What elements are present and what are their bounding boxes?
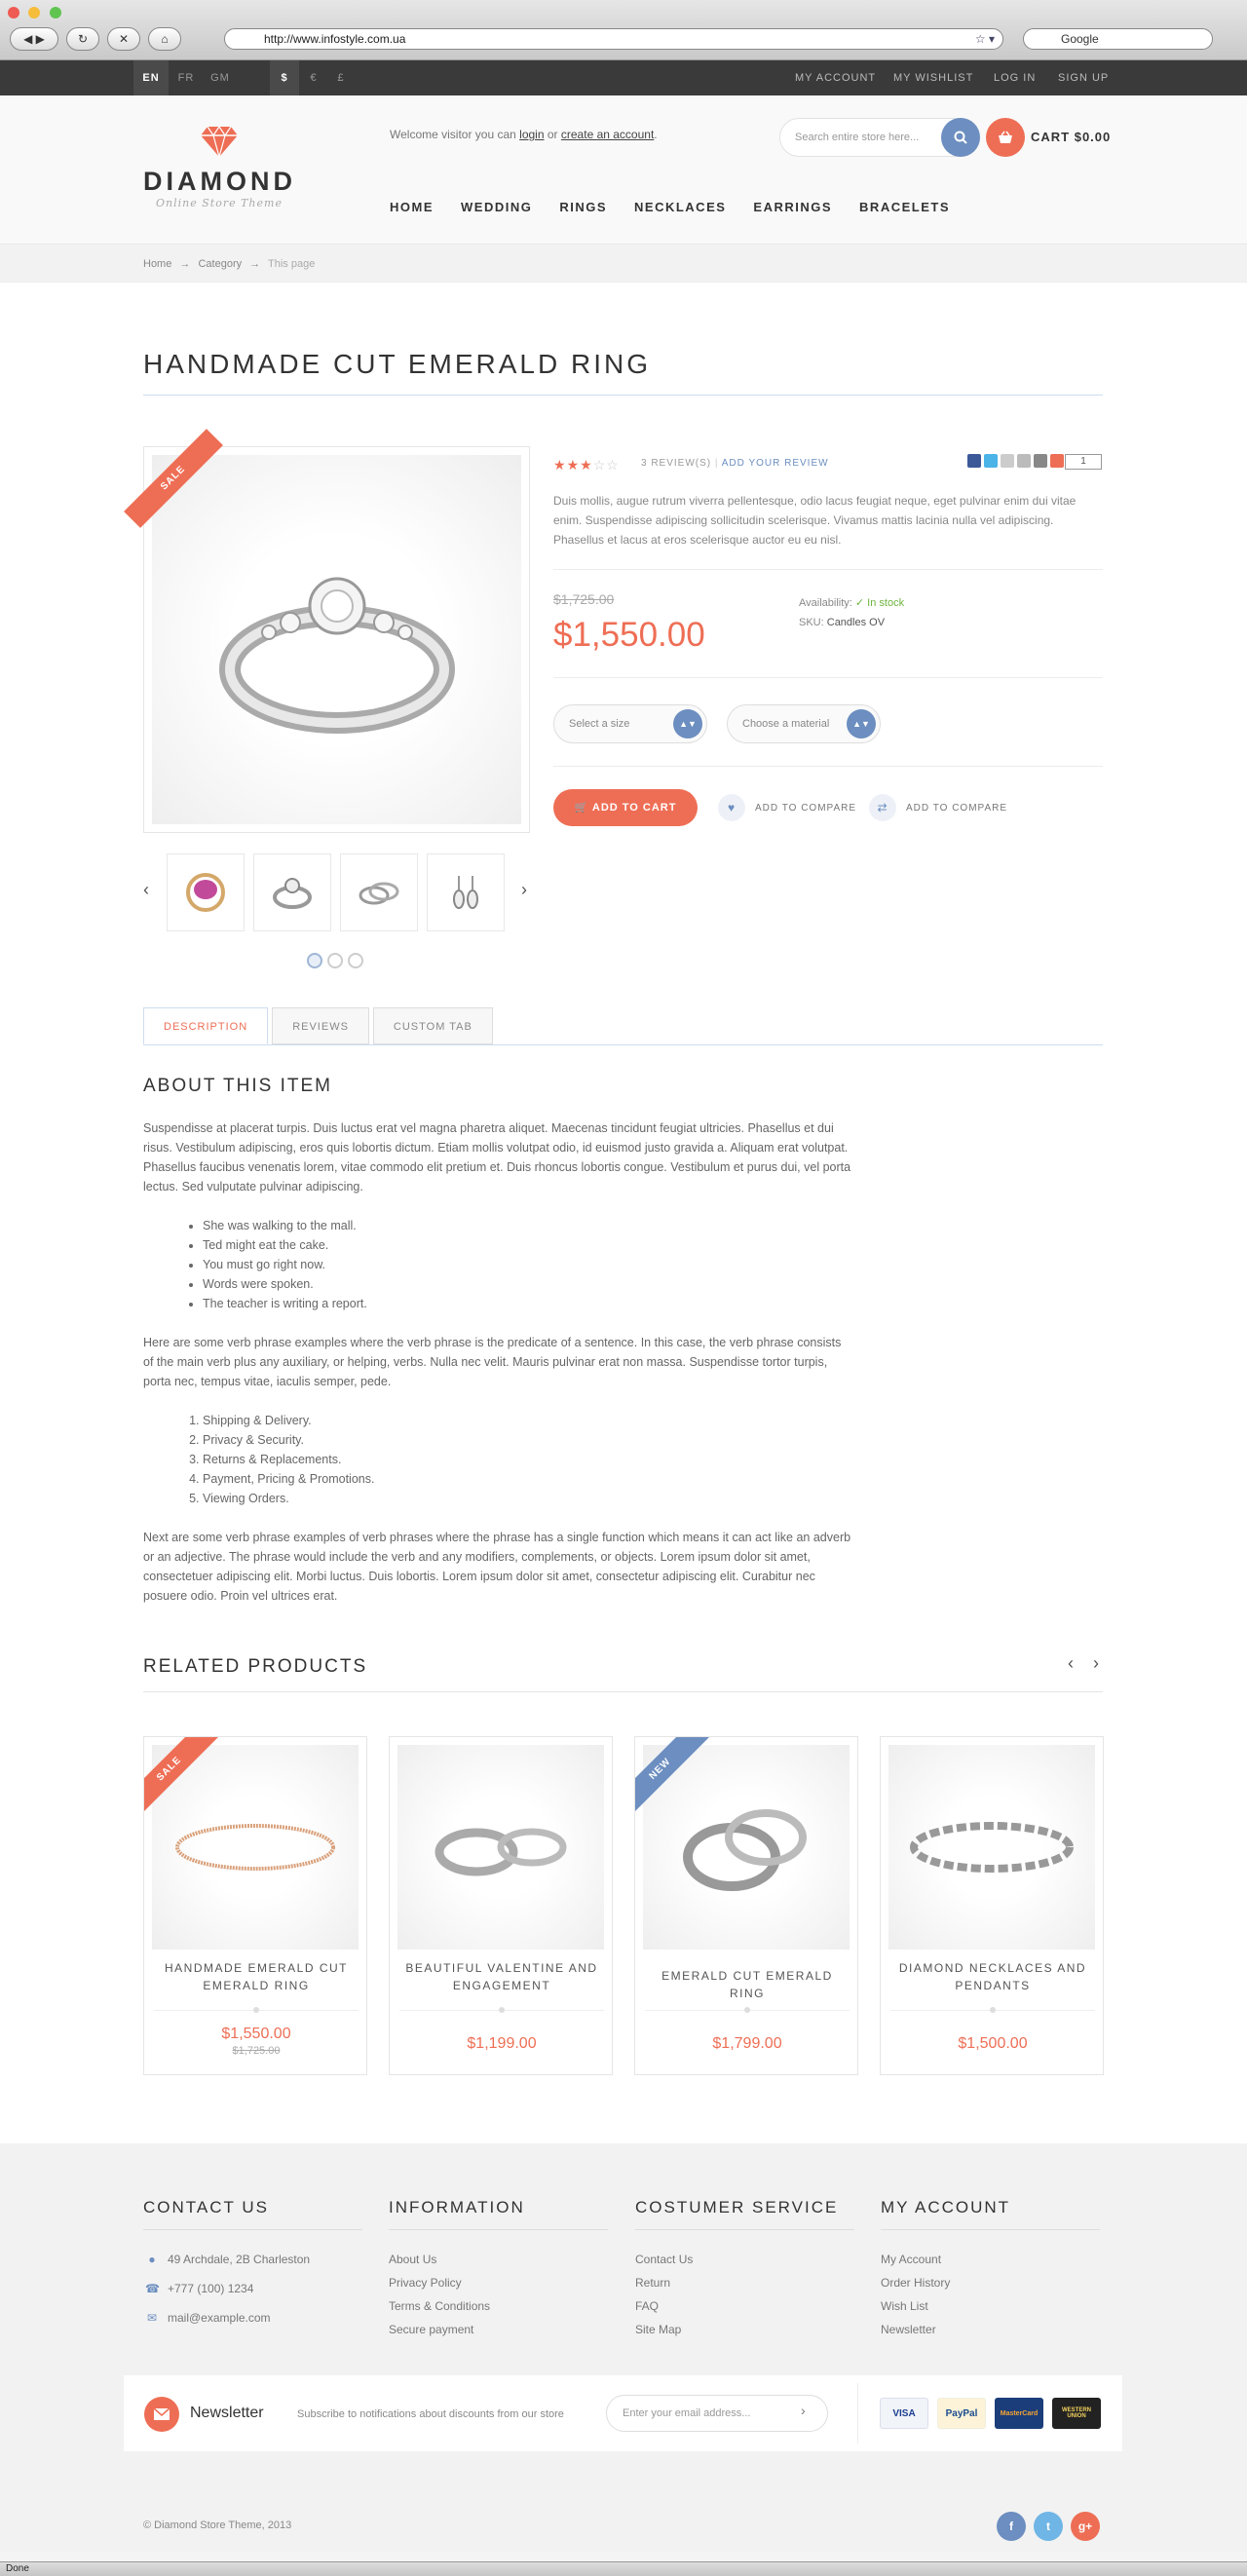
login-link[interactable]: LOG IN <box>994 72 1037 84</box>
diamond-icon <box>200 125 239 158</box>
google-plus-icon[interactable]: g+ <box>1071 2512 1100 2541</box>
main-nav <box>390 200 977 214</box>
thumb-prev-icon[interactable]: ‹ <box>143 880 149 899</box>
footer-link-order-history[interactable]: Order History <box>881 2276 951 2290</box>
select-arrows-icon: ▲▼ <box>847 709 876 739</box>
product-card-price: $1,199.00 <box>467 2035 537 2052</box>
thumbnail[interactable] <box>427 853 505 931</box>
divider <box>389 2229 608 2230</box>
tab-divider <box>143 1044 1103 1045</box>
product-card-image[interactable] <box>888 1745 1095 1950</box>
home-icon[interactable]: ⌂ <box>148 27 181 51</box>
add-to-cart-button[interactable] <box>553 789 698 826</box>
earrings-thumb <box>441 868 490 917</box>
footer-account-heading: MY ACCOUNT <box>881 2198 1011 2216</box>
logo-tagline: Online Store Theme <box>156 197 283 209</box>
about-paragraph: Here are some verb phrase examples where the verb phrase is the predicate of a sentence. In this case, the verb phrase consists of the main verb plus any auxiliary, or helping, verbs. Nulla nec velit. Mauris pulvinar erat non massa. Suspendisse tortor turpis, porta nec, tempus vitae, iaculis semper, pede. <box>143 1336 842 1388</box>
mastercard-icon: MasterCard <box>995 2398 1043 2429</box>
reviews-count[interactable]: 3 REVIEW(S) <box>641 458 712 469</box>
product-card-image[interactable] <box>152 1745 359 1950</box>
footer-service-heading: COSTUMER SERVICE <box>635 2198 839 2216</box>
page-title: HANDMADE CUT EMERALD RING <box>143 349 651 379</box>
product-card-price: $1,550.00 <box>221 2026 291 2042</box>
rings-image <box>668 1794 824 1901</box>
compare-label: ADD TO COMPARE <box>906 802 1008 814</box>
nav-bracelets[interactable]: BRACELETS <box>859 200 950 214</box>
welcome-suffix: . <box>654 128 658 141</box>
welcome-prefix: Welcome visitor you can <box>390 128 516 141</box>
location-pin-icon: ● <box>148 2253 156 2266</box>
rating-stars <box>553 457 620 474</box>
star-filled-icon: ★ <box>580 457 593 473</box>
select-arrows-icon: ▲▼ <box>673 709 702 739</box>
lang-en[interactable]: EN <box>133 60 169 95</box>
about-paragraph: Suspendisse at placerat turpis. Duis luctus erat vel magna pharetra aliquet. Maecenas tincidunt feugiat ultricies. Phasellus et dui risus. Vestibulum adipiscing, eros quis lobortis dictum. Etiam mollis volutpat odio, id euismod justo gravida a. Aliquam erat volutpat. Phasellus faucibus venenatis lorem, vitae commodo elit pretium et. Duis rhoncus lobortis congue. Vestibulum et purus dui, vel porta lectus. Sed vulputate pulvinar adipiscing. <box>143 1121 851 1193</box>
lang-fr[interactable]: FR <box>177 72 195 84</box>
welcome-or: or <box>547 128 558 141</box>
footer-link-privacy[interactable]: Privacy Policy <box>389 2276 462 2290</box>
store-search-placeholder: Search entire store here... <box>795 132 920 143</box>
lang-gm[interactable]: GM <box>210 72 230 84</box>
product-card-name[interactable]: HANDMADE EMERALD CUT EMERALD RING <box>164 1961 348 1992</box>
divider <box>881 2229 1100 2230</box>
list-item: • The teacher is writing a report. <box>203 1294 367 1313</box>
contact-phone: +777 (100) 1234 <box>168 2282 254 2295</box>
divider <box>553 569 1103 570</box>
heart-icon: ♥ <box>718 794 745 821</box>
browser-search-field[interactable] <box>1023 28 1213 50</box>
availability-label: Availability: <box>799 597 852 609</box>
add-to-compare-button[interactable] <box>869 794 1007 821</box>
nav-necklaces[interactable]: NECKLACES <box>634 200 727 214</box>
sku-label: SKU: <box>799 617 824 628</box>
plus-share-icon[interactable] <box>1050 454 1064 468</box>
product-card-name[interactable]: BEAUTIFUL VALENTINE AND ENGAGEMENT <box>405 1961 598 1992</box>
copyright: © Diamond Store Theme, 2013 <box>143 2519 292 2531</box>
thumbnail[interactable] <box>340 853 418 931</box>
carousel-dot[interactable] <box>327 953 343 968</box>
carousel-dots <box>307 953 363 968</box>
related-divider <box>143 1691 1103 1692</box>
product-card[interactable] <box>634 1736 858 2075</box>
about-heading: ABOUT THIS ITEM <box>143 1076 332 1096</box>
list-item: 4. Payment, Pricing & Promotions. <box>203 1469 374 1489</box>
newsletter-text: Subscribe to notifications about discounts from our store <box>297 2408 564 2420</box>
necklace-image <box>904 1808 1079 1886</box>
product-card[interactable] <box>143 1736 367 2075</box>
add-to-wishlist-button[interactable] <box>718 794 856 821</box>
breadcrumb-arrow-icon: → <box>179 258 191 270</box>
about-numbered-list <box>203 1411 374 1508</box>
twitter-share-icon[interactable] <box>984 454 998 468</box>
welcome-message <box>390 128 658 141</box>
thumb-next-icon[interactable]: › <box>521 880 527 899</box>
add-review-link[interactable]: ADD YOUR REVIEW <box>721 458 829 469</box>
divider-dot <box>499 2007 505 2013</box>
about-bullets <box>203 1216 367 1313</box>
newsletter-label: Newsletter <box>190 2405 264 2421</box>
nav-rings[interactable]: RINGS <box>559 200 608 214</box>
related-prev-icon[interactable]: ‹ <box>1068 1653 1074 1673</box>
close-window-button[interactable] <box>8 7 19 19</box>
sku-value: Candles OV <box>826 617 886 628</box>
bracelet-image <box>172 1813 338 1881</box>
related-heading: RELATED PRODUCTS <box>143 1656 368 1677</box>
search-button[interactable] <box>941 118 980 157</box>
old-price: $1,725.00 <box>553 591 615 607</box>
star-empty-icon: ☆ <box>606 457 620 473</box>
facebook-icon[interactable]: f <box>997 2512 1026 2541</box>
diamond-ring-thumb <box>268 868 317 917</box>
logo[interactable] <box>143 125 295 209</box>
divider <box>553 677 1103 678</box>
favorite-share-icon[interactable] <box>1017 454 1031 468</box>
pink-ring-thumb <box>181 868 230 917</box>
stop-icon[interactable]: ✕ <box>107 27 140 51</box>
western-union-icon: WESTERN UNION <box>1052 2398 1101 2429</box>
status-text: Done <box>6 2563 29 2574</box>
bands-thumb <box>355 868 403 917</box>
compare-label: ADD TO COMPARE <box>755 802 857 814</box>
minimize-window-button[interactable] <box>28 7 40 19</box>
tab-description[interactable]: DESCRIPTION <box>143 1007 268 1044</box>
contact-address: 49 Archdale, 2B Charleston <box>168 2253 311 2266</box>
add-to-cart-label: ADD TO CART <box>591 802 677 814</box>
footer-contact-heading: CONTACT US <box>143 2198 269 2216</box>
about-paragraph: Next are some verb phrase examples of verb phrases where the phrase has a single function which means it can act like an adverb or an adjective. The phrase would include the verb and any modifiers, complements, or objects. Lorem ipsum dolor sit amet, consectetuer adipiscing elit. Morbi luctus. Duis lobortis. Lorem ipsum dolor sit amet, consectetur adipiscing elit. Curabitur nec posuere odio. Proin vel ultrices erat. <box>143 1531 851 1603</box>
print-icon[interactable] <box>1034 454 1047 468</box>
currency-eur[interactable]: € <box>310 72 318 84</box>
list-item: 3. Returns & Replacements. <box>203 1450 374 1469</box>
newsletter-submit-icon[interactable]: › <box>801 2403 806 2418</box>
star-filled-icon: ★ <box>553 457 567 473</box>
ring-image <box>201 523 473 757</box>
nav-earrings[interactable]: EARRINGS <box>753 200 833 214</box>
nav-home[interactable]: HOME <box>390 200 434 214</box>
material-select[interactable] <box>727 704 881 743</box>
basket-icon <box>998 131 1013 144</box>
email-share-icon[interactable] <box>1001 454 1014 468</box>
list-item: • She was walking to the mall. <box>203 1216 367 1235</box>
footer-information-heading: INFORMATION <box>389 2198 525 2216</box>
my-account-link[interactable]: MY ACCOUNT <box>795 72 877 84</box>
footer-link-newsletter[interactable]: Newsletter <box>881 2323 936 2336</box>
list-item: 2. Privacy & Security. <box>203 1430 374 1450</box>
size-select-value: Select a size <box>569 718 630 730</box>
share-count: 1 <box>1065 454 1102 470</box>
envelope-icon <box>153 2407 170 2421</box>
footer-link-return[interactable]: Return <box>635 2276 671 2290</box>
list-item: • You must go right now. <box>203 1255 367 1274</box>
related-next-icon[interactable]: › <box>1093 1653 1099 1673</box>
divider <box>553 766 1103 767</box>
bookmark-star-icon[interactable]: ☆ ▾ <box>974 32 995 46</box>
carousel-dot[interactable] <box>307 953 322 968</box>
divider <box>635 2229 854 2230</box>
signup-link[interactable]: SIGN UP <box>1058 72 1110 84</box>
visa-icon: VISA <box>880 2398 928 2429</box>
compare-arrows-icon: ⇄ <box>869 794 896 821</box>
carousel-dot[interactable] <box>348 953 363 968</box>
product-card-image[interactable] <box>643 1745 850 1950</box>
facebook-share-icon[interactable] <box>967 454 981 468</box>
browser-toolbar <box>0 0 1247 60</box>
top-bar <box>0 60 1247 95</box>
new-badge: NEW <box>634 1736 710 1819</box>
twitter-icon[interactable]: t <box>1034 2512 1063 2541</box>
breadcrumb-category[interactable]: Category <box>198 258 243 270</box>
list-item: • Words were spoken. <box>203 1274 367 1294</box>
product-description: Duis mollis, augue rutrum viverra pellentesque, odio lacus feugiat neque, eget pulvinar enim dui vitae enim. Suspendisse adipiscing sollicitudin scelerisque. Vivamus mattis lacinia nulla vel adipiscing. Phasellus et lacus at eros scelerisque auctor eu eu nisl. <box>553 494 1077 547</box>
product-card[interactable] <box>880 1736 1104 2075</box>
status-bar <box>0 2561 1247 2576</box>
breadcrumb-home[interactable]: Home <box>143 258 172 270</box>
footer-link-about[interactable]: About Us <box>389 2253 437 2266</box>
tab-custom[interactable]: CUSTOM TAB <box>373 1007 493 1044</box>
star-empty-icon: ☆ <box>592 457 607 473</box>
wedding-bands-image <box>423 1808 579 1886</box>
login-inline-link[interactable]: login <box>519 128 545 141</box>
product-card[interactable] <box>389 1736 613 2075</box>
footer-link-terms[interactable]: Terms & Conditions <box>389 2299 491 2313</box>
basket-icon: 🛒 <box>574 802 592 814</box>
newsletter-email-input[interactable] <box>606 2395 828 2432</box>
availability-value: In stock <box>867 597 905 609</box>
mail-icon: ✉ <box>146 2311 158 2325</box>
footer-link-my-account[interactable]: My Account <box>881 2253 942 2266</box>
thumbnail-strip <box>143 853 530 931</box>
list-item: 1. Shipping & Delivery. <box>203 1411 374 1430</box>
product-price: $1,550.00 <box>553 616 705 654</box>
divider-dot <box>744 2007 750 2013</box>
breadcrumb-arrow-icon: → <box>249 258 261 270</box>
product-main-image[interactable] <box>143 446 530 833</box>
thumbnail[interactable] <box>253 853 331 931</box>
newsletter-placeholder: Enter your email address... <box>623 2407 751 2419</box>
product-card-price: $1,500.00 <box>958 2035 1028 2052</box>
nav-wedding[interactable]: WEDDING <box>461 200 533 214</box>
product-card-old-price: $1,725.00 <box>232 2045 281 2057</box>
divider <box>143 2229 362 2230</box>
window-controls <box>8 6 66 23</box>
paypal-icon: PayPal <box>937 2398 986 2429</box>
title-divider <box>143 395 1103 396</box>
divider <box>857 2383 858 2443</box>
product-card-name[interactable]: EMERALD CUT EMERALD RING <box>661 1969 833 2000</box>
sale-badge: SALE <box>143 1736 219 1819</box>
product-card-name[interactable]: DIAMOND NECKLACES AND PENDANTS <box>898 1961 1087 1992</box>
back-forward-button[interactable]: ◀ ▶ <box>10 27 58 51</box>
check-icon: ✓ <box>854 597 865 609</box>
product-tabs <box>143 1007 493 1044</box>
logo-name: DIAMOND <box>143 167 296 196</box>
tab-reviews[interactable]: REVIEWS <box>272 1007 369 1044</box>
product-card-price: $1,799.00 <box>712 2035 782 2052</box>
share-icons <box>967 454 1064 468</box>
phone-icon: ☎ <box>145 2282 160 2295</box>
footer-link-faq[interactable]: FAQ <box>635 2299 660 2313</box>
zoom-window-button[interactable] <box>50 7 61 19</box>
url-text: http://www.infostyle.com.ua <box>264 32 406 46</box>
my-wishlist-link[interactable]: MY WISHLIST <box>893 72 974 84</box>
footer-link-sitemap[interactable]: Site Map <box>635 2323 682 2336</box>
thumbnail[interactable] <box>167 853 245 931</box>
divider-dot <box>253 2007 259 2013</box>
newsletter-icon <box>144 2397 179 2432</box>
address-bar[interactable] <box>224 28 1003 50</box>
product-card-image[interactable] <box>397 1745 604 1950</box>
footer-link-wishlist[interactable]: Wish List <box>881 2299 928 2313</box>
star-filled-icon: ★ <box>566 457 581 473</box>
currency-gbp[interactable]: £ <box>337 72 345 84</box>
breadcrumb <box>0 246 1247 283</box>
search-icon <box>954 131 967 144</box>
currency-usd[interactable]: $ <box>270 60 299 95</box>
footer-link-contact[interactable]: Contact Us <box>635 2253 694 2266</box>
footer-link-secure-payment[interactable]: Secure payment <box>389 2323 474 2336</box>
material-select-value: Choose a material <box>742 718 830 730</box>
list-item: 5. Viewing Orders. <box>203 1489 374 1508</box>
reload-icon[interactable]: ↻ <box>66 27 99 51</box>
reviews-summary: 3 REVIEW(S) | ADD YOUR REVIEW <box>641 458 829 469</box>
list-item: • Ted might eat the cake. <box>203 1235 367 1255</box>
breadcrumb-current: This page <box>268 258 316 270</box>
availability-info <box>799 593 904 632</box>
divider-dot <box>990 2007 996 2013</box>
contact-email[interactable]: mail@example.com <box>168 2311 271 2325</box>
cart-label[interactable]: CART $0.00 <box>1031 130 1112 144</box>
size-select[interactable] <box>553 704 707 743</box>
create-account-link[interactable]: create an account <box>560 128 655 141</box>
cart-button[interactable] <box>986 118 1025 157</box>
browser-search-placeholder: Google <box>1061 32 1099 46</box>
sale-badge: SALE <box>124 429 223 528</box>
